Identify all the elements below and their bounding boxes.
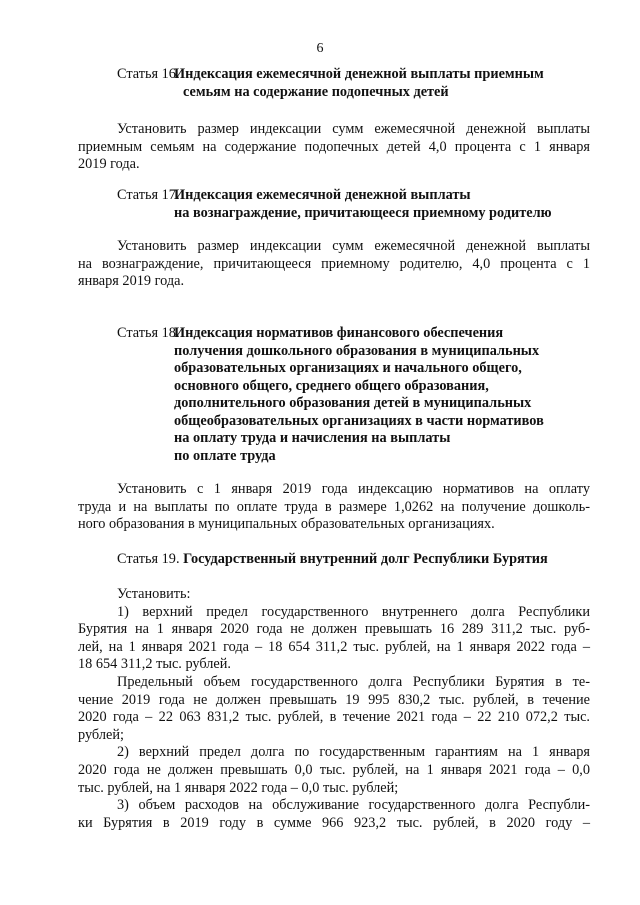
body-line: Установить с 1 января 2019 года индексацию нормативов на оплату xyxy=(117,481,590,497)
article-18-title-line: получения дошкольного образования в муниципальных xyxy=(174,342,540,359)
body-line: Установить: xyxy=(117,586,191,602)
article-18-title-line: дополнительного образования детей в муниципальных xyxy=(174,395,532,411)
body-line: рублей; xyxy=(78,726,124,743)
body-line: лей, на 1 января 2021 года – 18 654 311,2 тыс. рублей, на 1 января 2022 года – xyxy=(78,638,590,655)
body-line: тыс. рублей, на 1 января 2022 года – 0,0 тыс. рублей; xyxy=(78,779,399,796)
body-line: ки Бурятия в 2019 году в сумме 966 923,2 тыс. рублей, в 2020 году – xyxy=(78,814,590,831)
article-16-title xyxy=(174,66,574,101)
article-16-title-line: семьям на содержание подопечных детей xyxy=(183,83,449,100)
article-18-title-line: общеобразовательных организациях в части нормативов xyxy=(174,412,544,429)
article-19-title: Государственный внутренний долг Республики Бурятия xyxy=(183,551,548,567)
article-19-heading xyxy=(78,551,629,569)
article-18-title-line: основного общего, среднего общего образования, xyxy=(174,377,489,394)
body-line: 3) объем расходов на обслуживание государственного долга Республи- xyxy=(117,797,590,814)
article-18-title-line: по оплате труда xyxy=(174,447,276,464)
article-16-label: Статья 16. xyxy=(117,66,180,82)
article-19-label: Статья 19. xyxy=(117,551,180,567)
article-16-title-line: Индексация ежемесячной денежной выплаты приемным xyxy=(174,66,544,82)
body-line: Установить размер индексации сумм ежемесячной денежной выплаты xyxy=(117,238,590,254)
article-17-heading xyxy=(78,187,590,222)
body-line: 1) верхний предел государственного внутреннего долга Республики xyxy=(117,603,590,620)
article-18-heading xyxy=(78,325,590,465)
body-line: Предельный объем государственного долга Республики Бурятия в те- xyxy=(117,673,590,690)
article-18-title xyxy=(174,325,574,465)
body-line: 18 654 311,2 тыс. рублей. xyxy=(78,656,231,673)
body-line: января 2019 года. xyxy=(78,273,185,290)
body-line: 2020 года не должен превышать 0,0 тыс. рублей, на 1 января 2021 года – 0,0 xyxy=(78,761,590,778)
article-16-body xyxy=(78,121,590,174)
article-18-title-line: образовательных организациях и начального общего, xyxy=(174,360,522,376)
article-17-title-line: на вознаграждение, причитающееся приемному родителю xyxy=(174,204,552,221)
article-16-heading xyxy=(78,66,590,101)
article-17-title xyxy=(174,187,574,222)
body-line: ного образования в муниципальных образовательных организациях. xyxy=(78,516,495,533)
body-line: Бурятия на 1 января 2020 года не должен превышать 16 289 311,2 тыс. руб- xyxy=(78,621,590,638)
article-18-title-line: Индексация нормативов финансового обеспечения xyxy=(174,325,504,341)
body-line: приемным семьям на содержание подопечных детей 4,0 процента с 1 января xyxy=(78,138,590,155)
body-line: Установить размер индексации сумм ежемесячной денежной выплаты xyxy=(117,121,590,137)
body-line: чение 2019 года не должен превышать 19 995 830,2 тыс. рублей, в течение xyxy=(78,691,590,708)
article-17-label: Статья 17. xyxy=(117,187,180,203)
article-17-title-line: Индексация ежемесячной денежной выплаты xyxy=(174,187,471,203)
article-19-body xyxy=(78,586,590,832)
page-number: 6 xyxy=(316,41,324,56)
body-line: 2020 года – 22 063 831,2 тыс. рублей, в течение 2021 года – 22 210 072,2 тыс. xyxy=(78,709,590,726)
body-line: 2019 года. xyxy=(78,156,140,173)
body-line: 2) верхний предел долга по государственным гарантиям на 1 января xyxy=(117,744,590,761)
body-line: на вознаграждение, причитающееся приемному родителю, 4,0 процента с 1 xyxy=(78,255,590,272)
article-18-body xyxy=(78,481,590,534)
body-line: труда и на выплаты по оплате труда в размере 1,0262 на получение дошколь- xyxy=(78,498,590,515)
article-18-label: Статья 18. xyxy=(117,325,180,341)
article-18-title-line: на оплату труда и начисления на выплаты xyxy=(174,430,451,446)
article-17-body xyxy=(78,238,590,291)
